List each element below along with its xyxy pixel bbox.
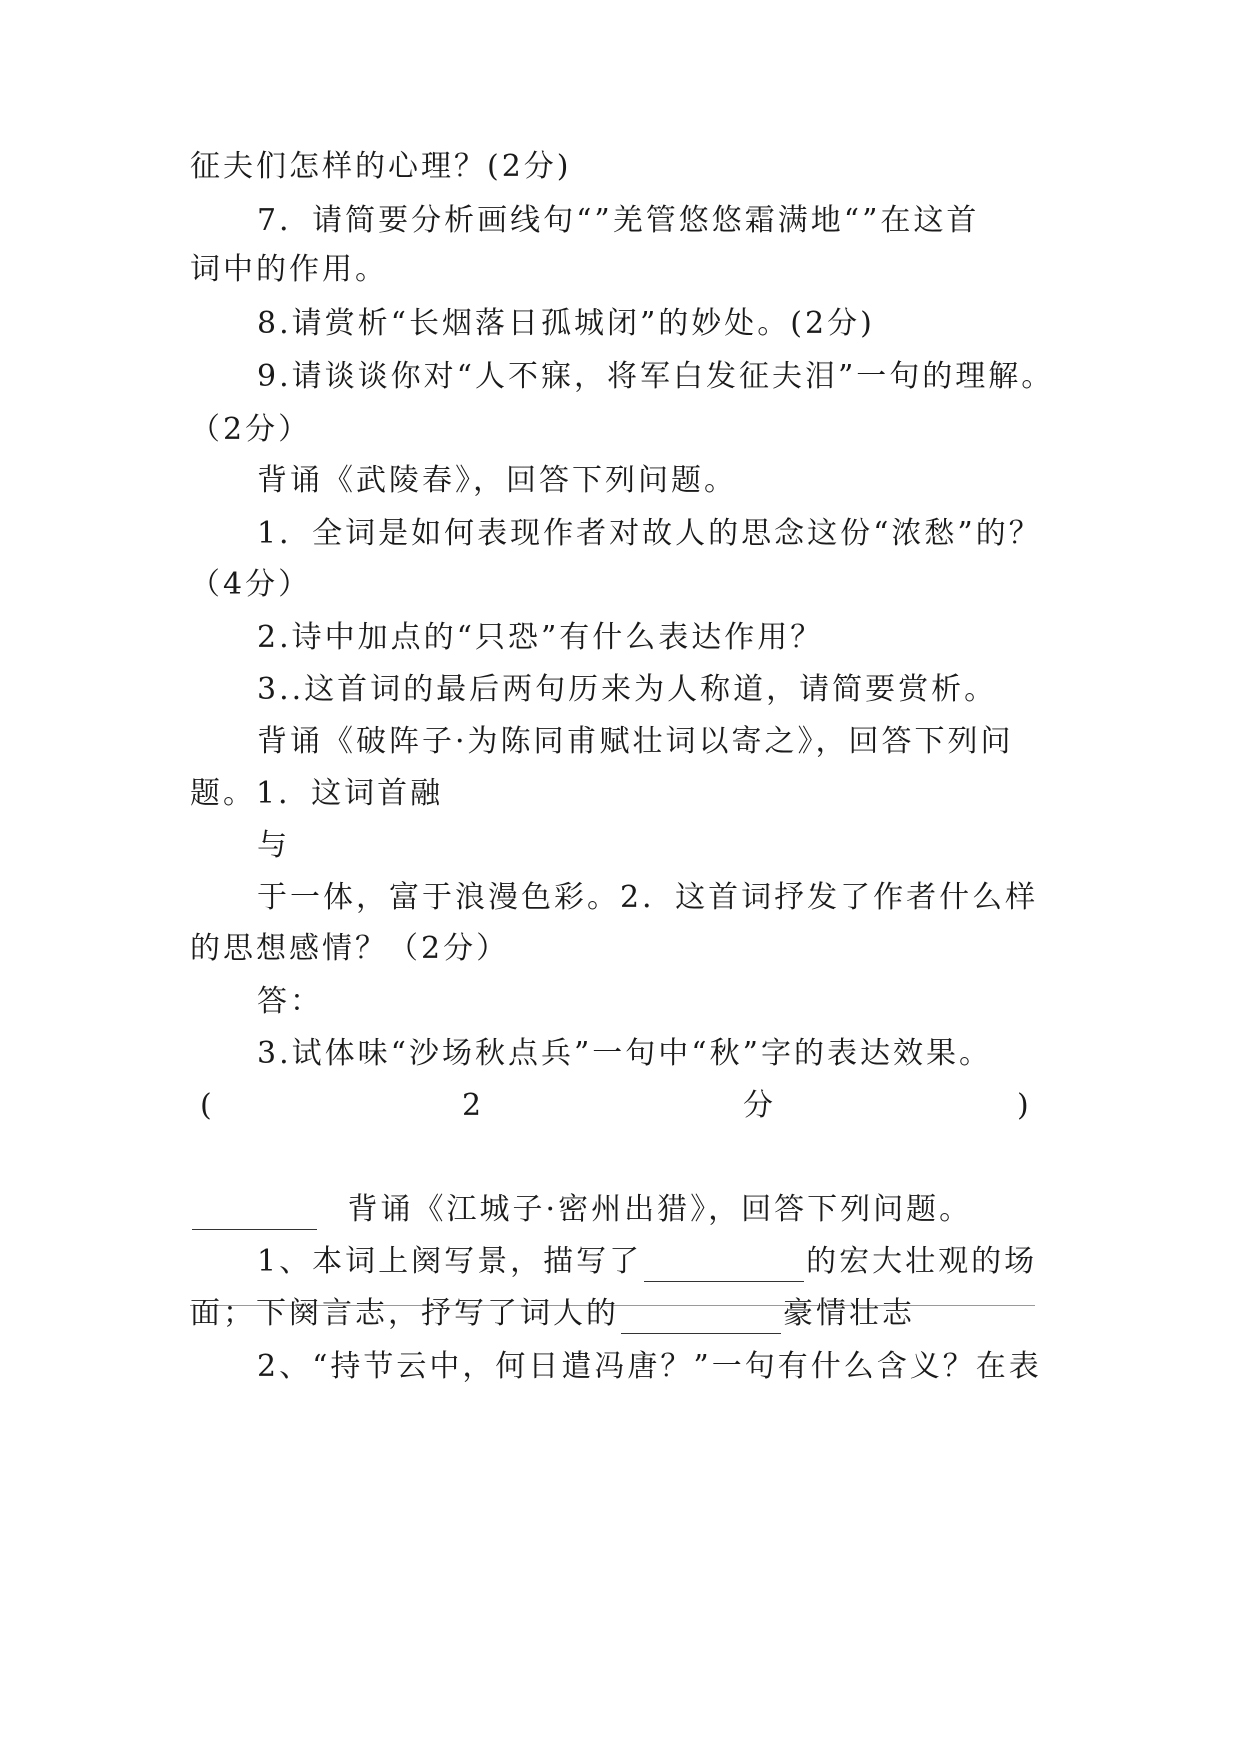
section-wulingchun: 背诵《武陵春》，回答下列问题。 bbox=[257, 463, 737, 498]
question-8: 8.请赏析“长烟落日孤城闭”的妙处。(2分) bbox=[257, 306, 875, 341]
text-line: 与 bbox=[257, 828, 290, 863]
question-text: 豪情壮志 bbox=[783, 1296, 915, 1331]
text-line: （4分） bbox=[190, 567, 312, 602]
text-line: 征夫们怎样的心理？(2分) bbox=[190, 149, 572, 184]
text-line: （2分） bbox=[190, 412, 312, 447]
question-9: 9.请谈谈你对“人不寐，将军白发征夫泪”一句的理解。 bbox=[257, 359, 1055, 394]
question-3-qiu: 3.试体味“沙场秋点兵”一句中“秋”字的表达效果。 bbox=[257, 1036, 992, 1071]
question-text: 的宏大壮观的场 bbox=[806, 1244, 1038, 1279]
question-1: 1．全词是如何表现作者对故人的思念这份“浓愁”的？ bbox=[257, 516, 1042, 551]
open-paren: ( bbox=[200, 1088, 215, 1123]
text-line: 于一体，富于浪漫色彩。2．这首词抒发了作者什么样 bbox=[257, 880, 1039, 915]
question-text: 面；下阕言志，抒写了词人的 bbox=[190, 1296, 619, 1331]
answer-blank[interactable] bbox=[192, 1199, 317, 1230]
answer-blank[interactable] bbox=[621, 1303, 781, 1334]
text-line: 词中的作用。 bbox=[190, 252, 388, 287]
text-line: 的思想感情？（2分） bbox=[190, 931, 510, 966]
section-pozhenzi: 背诵《破阵子·为陈同甫赋壮词以寄之》，回答下列问 bbox=[257, 724, 1014, 759]
question-3: 3..这首词的最后两句历来为人称道，请简要赏析。 bbox=[257, 672, 998, 707]
text-line: 题。1．这词首融 bbox=[190, 776, 444, 811]
answer-blank[interactable] bbox=[644, 1251, 804, 1282]
close-paren: ) bbox=[1017, 1088, 1032, 1123]
question-2: 2.诗中加点的“只恐”有什么表达作用？ bbox=[257, 620, 824, 655]
section-jiangchengzi bbox=[190, 1190, 972, 1230]
question-7: 7．请简要分析画线句“”羌管悠悠霜满地“”在这首 bbox=[257, 203, 980, 238]
question-2-jcz: 2、“持节云中，何日遣冯唐？”一句有什么含义？在表 bbox=[257, 1349, 1042, 1384]
section-title: 背诵《江城子·密州出猎》，回答下列问题。 bbox=[347, 1192, 973, 1227]
answer-label: 答： bbox=[257, 984, 323, 1019]
question-1-jcz bbox=[257, 1242, 1037, 1282]
question-text: 1、本词上阕写景，描写了 bbox=[257, 1244, 643, 1279]
question-1-jcz-cont bbox=[190, 1294, 915, 1334]
score-unit: 分 bbox=[743, 1088, 776, 1123]
score-number: 2 bbox=[462, 1088, 485, 1123]
